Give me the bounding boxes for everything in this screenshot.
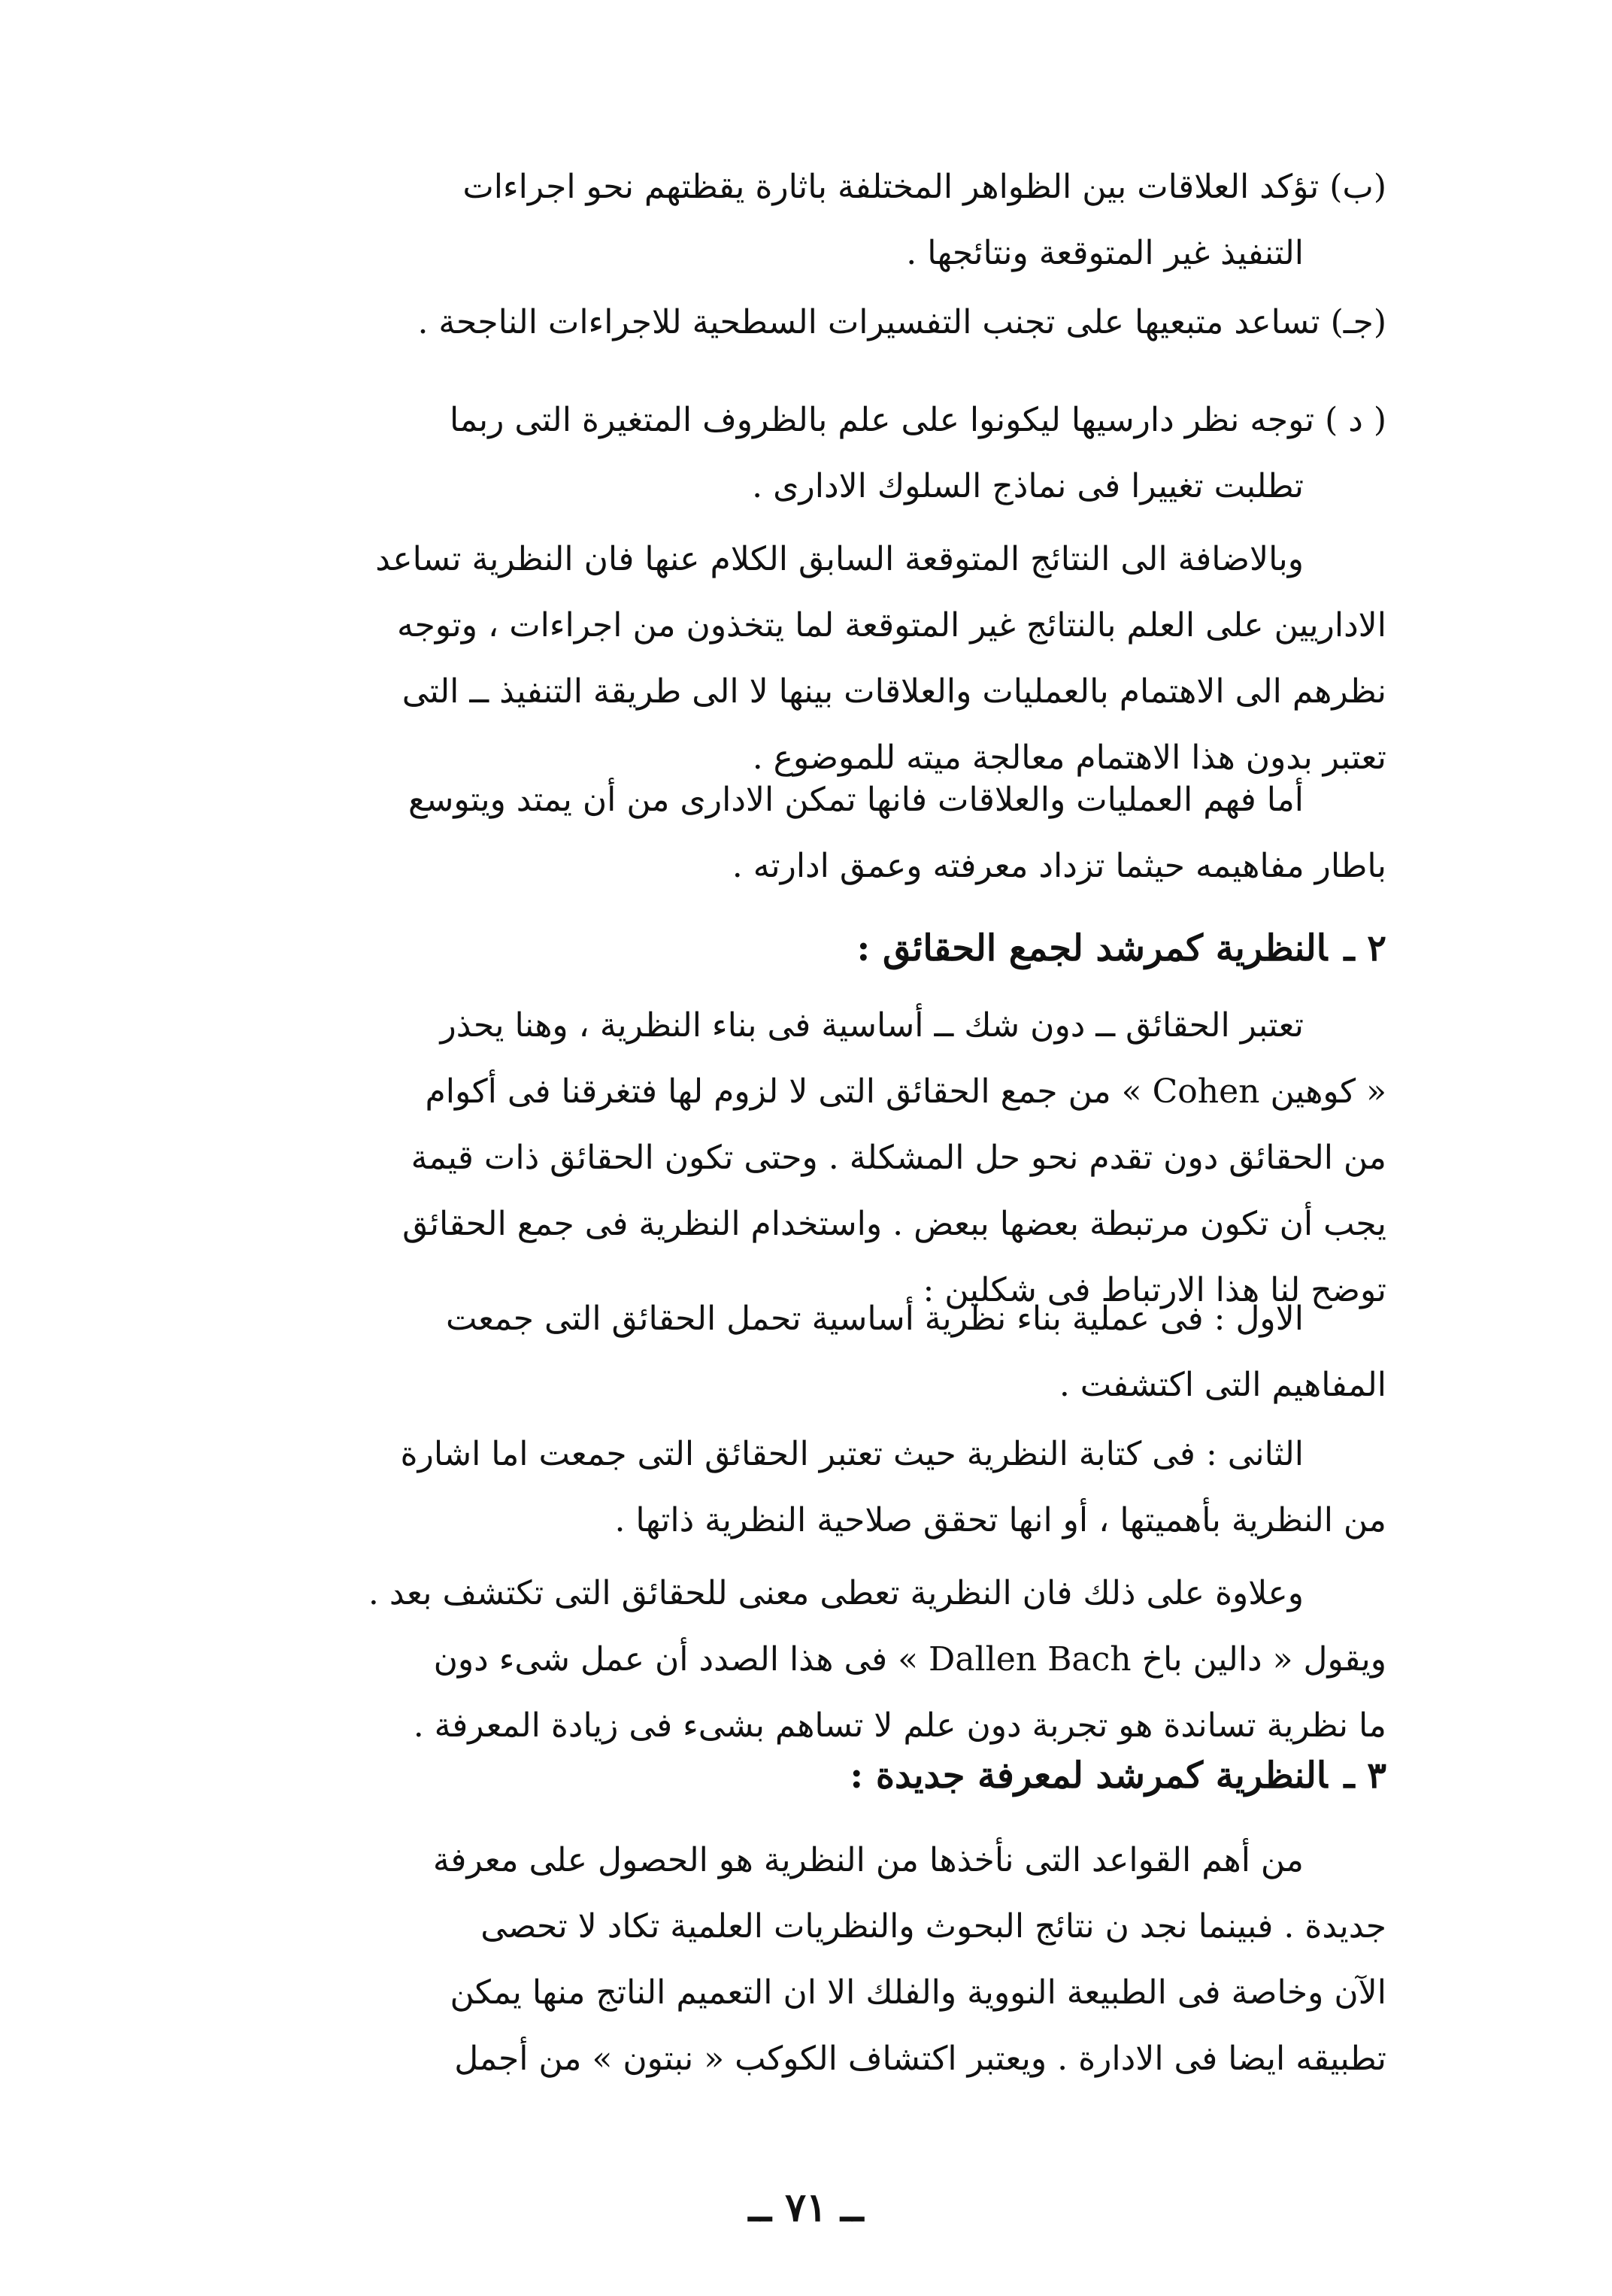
section-heading-2: [296, 914, 1386, 983]
list-item-label: ( د ): [1325, 401, 1386, 439]
heading-text: النظرية كمرشد لجمع الحقائق :: [856, 927, 1328, 969]
list-item-label: (جـ): [1330, 303, 1386, 341]
list-item-b: (ب) تؤكد العلاقات بين الظواهر المختلفة باثارة يقظتهم نحو اجراءات التنفيذ غير المتوقعة ونتائجها .: [462, 168, 1386, 272]
paragraph-expected-results: وبالاضافة الى النتائج المتوقعة السابق الكلام عنها فان النظرية تساعد الاداريين على العلم بالنتائج غير المتوقعة لما يتخذون من اجراءات ، وتوجه نظرهم الى الاهتمام بالعمليات والعلاقات بينها لا الى طريقة التنفيذ ــ التى تعتبر بدون هذا الاهتمام معالجة ميته للموضوع .: [375, 540, 1386, 777]
list-item-label: (ب): [1329, 168, 1386, 206]
paragraph-meaning: وعلاوة على ذلك فان النظرية تعطى معنى للحقائق التى تكتشف بعد . ويقول « دالين باخ Dallen Bach » فى هذا الصدد أن عمل شىء دون ما نظرية تساندة هو تجربة دون علم لا تساهم بشىء فى زيادة المعرفة .: [368, 1574, 1386, 1745]
list-item-j: (جـ) تساعد متبعيها على تجنب التفسيرات السطحية للاجراءات الناجحة .: [417, 303, 1386, 341]
paragraph-first-form: الاول : فى عملية بناء نظرية أساسية تحمل الحقائق التى جمعت المفاهيم التى اكتشفت .: [445, 1300, 1386, 1404]
heading-text: النظرية كمرشد لمعرفة جديدة :: [850, 1755, 1328, 1797]
section-heading-3: [296, 1741, 1386, 1810]
paragraph-second-form: الثانى : فى كتابة النظرية حيث تعتبر الحقائق التى جمعت اما اشارة من النظرية بأهميتها ، أو انها تحقق صلاحية النظرية ذاتها .: [400, 1435, 1386, 1539]
paragraph-new-knowledge: من أهم القواعد التى نأخذها من النظرية هو الحصول على معرفة جديدة . فبينما نجد ن نتائج البحوث والنظريات العلمية تكاد لا تحصى الآن وخاصة فى الطبيعة النووية والفلك الا ان التعميم الناتج منها يمكن تطبيقه ايضا فى الادارة . ويعتبر اكتشاف الكوكب « نبتون » من أجمل: [432, 1841, 1386, 2078]
heading-number: ٢ ـ: [1344, 927, 1386, 969]
page-number: ــ ٧١ ــ: [748, 2185, 864, 2231]
list-item-d: ( د ) توجه نظر دارسيها ليكونوا على علم بالظروف المتغيرة التى ربما تطلبت تغييرا فى نماذج السلوك الادارى .: [450, 401, 1386, 505]
paragraph-processes: أما فهم العمليات والعلاقات فانها تمكن الادارى من أن يمتد ويتوسع باطار مفاهيمه حيثما تزداد معرفته وعمق ادارته .: [408, 781, 1386, 885]
heading-number: ٣ ـ: [1344, 1755, 1386, 1797]
paragraph-facts: تعتبر الحقائق ــ دون شك ــ أساسية فى بناء النظرية ، وهنا يحذر « كوهين Cohen » من جمع الحقائق التى لا لزوم لها فتغرقنا فى أكوام من الحقائق دون تقدم نحو حل المشكلة . وحتى تكون الحقائق ذات قيمة يجب أن تكون مرتبطة بعضها ببعض . واستخدام النظرية فى جمع الحقائق توضح لنا هذا الارتباط فى شكلين :: [402, 1006, 1386, 1309]
